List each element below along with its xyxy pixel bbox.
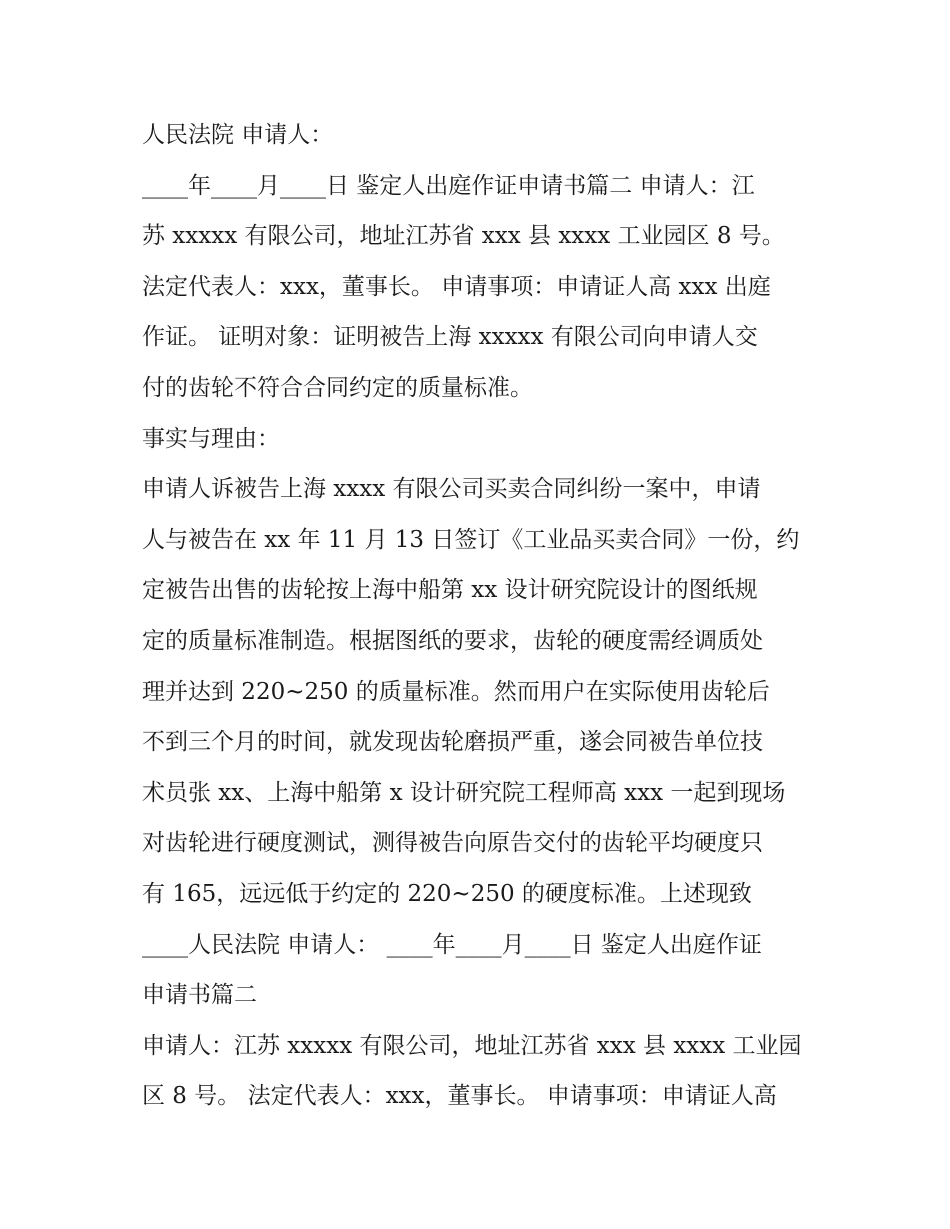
- text-line: 定被告出售的齿轮按上海中船第 xx 设计研究院设计的图纸规: [142, 577, 758, 604]
- text-line: 申请人诉被告上海 xxxx 有限公司买卖合同纠纷一案中，申请: [142, 476, 761, 503]
- text-line: 申请书篇二: [142, 982, 257, 1009]
- text-line: 苏 xxxxx 有限公司，地址江苏省 xxx 县 xxxx 工业园区 8 号。: [142, 223, 785, 250]
- text-line: 有 165，远远低于约定的 220~250 的硬度标准。上述现致: [142, 880, 752, 907]
- text-line: 对齿轮进行硬度测试，测得被告向原告交付的齿轮平均硬度只: [142, 830, 763, 857]
- text-line: 区 8 号。 法定代表人：xxx，董事长。 申请事项：申请证人高: [142, 1083, 777, 1110]
- text-line: 不到三个月的时间，就发现齿轮磨损严重，遂会同被告单位技: [142, 729, 763, 756]
- text-line: 人民法院 申请人：: [142, 122, 334, 148]
- text-line: 人与被告在 xx 年 11 月 13 日签订《工业品买卖合同》一份，约: [142, 526, 800, 553]
- text-line: 法定代表人：xxx，董事长。 申请事项：申请证人高 xxx 出庭: [142, 273, 771, 300]
- text-line: 定的质量标准制造。根据图纸的要求，齿轮的硬度需经调质处: [142, 627, 763, 654]
- text-line: 作证。 证明对象：证明被告上海 xxxxx 有限公司向申请人交: [142, 324, 758, 351]
- document-body: [142, 110, 822, 1122]
- text-line: ____年____月____日 鉴定人出庭作证申请书篇二 申请人：江: [142, 172, 755, 199]
- text-line: 术员张 xx、上海中船第 x 设计研究院工程师高 xxx 一起到现场: [142, 779, 786, 806]
- text-line: 付的齿轮不符合合同约定的质量标准。: [142, 374, 533, 401]
- text-line: 申请人：江苏 xxxxx 有限公司，地址江苏省 xxx 县 xxxx 工业园: [142, 1032, 802, 1059]
- text-line: 理并达到 220~250 的质量标准。然而用户在实际使用齿轮后: [142, 678, 770, 705]
- text-line: ____人民法院 申请人： ____年____月____日 鉴定人出庭作证: [142, 931, 762, 958]
- section-heading: 事实与理由：: [142, 425, 280, 452]
